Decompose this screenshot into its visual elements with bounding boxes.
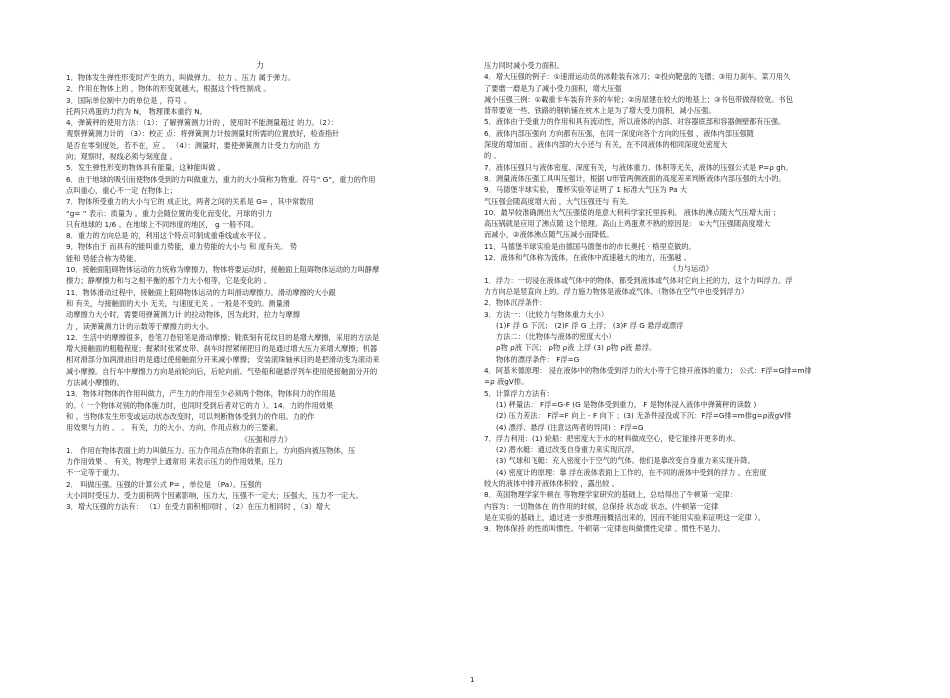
text-line: 动摩擦力大小时，需要用弹簧测力计 的拉动物体，因为此时，拉力与摩擦 — [66, 310, 300, 320]
text-line: 12．生活中的摩擦很多，卷笔刀卷铅笔是滑动摩擦；鞋底刻有花纹目的是增大摩擦，采用的方法是 — [66, 332, 380, 342]
text-line: 5．发生弹性形变的物体具有能量，这种能叫做 。 — [66, 163, 225, 173]
text-line: 3．增大压强的方法有： （1）在受力面积相同时 ，（2）在压力相同时 ，（3）增大 — [66, 502, 331, 512]
text-line: 8．重力的方向总是 的，利用这个特点可制成重垂线或水平仪 。 — [66, 231, 271, 241]
text-line: 10．接触面阻碍物体运动的力统称为摩擦力，物体将要运动时，接触面上阻碍物体运动的力叫静摩 — [66, 265, 380, 275]
text-line: 是否在零刻度处，若不在，应 。 （4）：测量时，要使弹簧测力计受力方向沿 方 — [66, 140, 321, 150]
text-line: 1．浮力：一切浸在液体或气体中的物体，都受到液体或气体对它向上托的力，这个力叫浮力。浮 — [484, 275, 793, 285]
text-line: 相对滑部分加润滑油目的是通过使接触面分开来减小摩擦； 安装滚珠轴承目的是把滑动变为滚动来 — [66, 355, 380, 365]
text-line: 点叫重心，重心不一定 在物体上； — [66, 185, 177, 195]
text-line: (4) 密度计的原理：靠 浮在液体表面上工作的，在不同的液体中受到的浮力 ，在密度 — [496, 467, 767, 477]
text-line: 方法减小摩擦的。 — [66, 378, 124, 388]
text-line: 5．液体由于受重力的作用和具有流动性，所以液体的内部、对容器底部和容器侧壁都有压强。 — [484, 117, 786, 127]
text-line: 观察弹簧测力计的 （3）：校正 点：将弹簧测力计按测量时所需的位置放好，检查指针 — [66, 129, 340, 139]
text-line: 2．物体沉浮条件： — [484, 298, 547, 308]
text-line: (2) 压力差法： F浮=F 向上 - F 向下 ；(3) 无条件浸没或下沉：F浮=G排=m排g=ρ液gV排 — [496, 411, 792, 421]
text-line: 8．英国物理学家牛顿在 等物理学家研究的基础上，总结得出了牛顿第一定律： — [484, 490, 738, 500]
text-line: (3) 气球和飞艇：充入密度小于空气的气体。他们是靠改变自身重力来实现升降。 — [496, 456, 755, 466]
text-line: 用效果与力的 、 、 有关，力的大小、方向、作用点称力的三要素。 — [66, 423, 283, 433]
section-heading: 《力与运动》 — [669, 264, 713, 274]
text-line: =ρ 液gV排。 — [484, 377, 529, 387]
text-line: 背带要宽一些、铁路的钢轨铺在枕木上是为了增大受力面积，减小压强。 — [484, 106, 716, 116]
text-line: (1) 秤量法： F浮=G-F (G 是物体受到重力， F 是物体浸入液体中弹簧秤的读数 ) — [496, 399, 757, 409]
text-line: 气压强会随高度增大而 ，大气压强还与 有关。 — [484, 196, 634, 206]
text-line: (1)F 浮 G 下沉； (2)F 浮 G 上浮； (3)F 浮 G 悬浮或漂浮 — [496, 320, 684, 330]
text-line: 和 。当物体发生形变或运动状态改变时，可以判断物体受到力的作用。力的作 — [66, 411, 315, 421]
text-line: “g= ” 表示：质量为 。重力会随位置的变化而变化，月球的引力 — [66, 208, 273, 218]
text-line: 9．物体保持 的性质叫惯性。牛顿第一定律也叫做惯性定律 。惯性不是力。 — [484, 524, 725, 534]
text-line: 能和 势能合称为势能。 — [66, 253, 141, 263]
text-line: 9．物体由于 而具有的能叫重力势能，重力势能的大小与 和 度有关。 势 — [66, 242, 298, 252]
text-line: 12．液体和气体称为流体，在液体中流速越大的地方，压强越 。 — [484, 253, 691, 263]
text-line: 7．浮力利用：(1) 轮船：把密度大于水的材料做成空心，使它能排开更多的水。 — [484, 433, 741, 443]
text-line: 3．方法一：（比较力与物体重力大小） — [484, 309, 609, 319]
left-column — [66, 72, 466, 513]
text-line: 8．测量液体压强工具叫压强计，根据 U形管两侧液面的高度差来判断液体内部压强的大小的。 — [484, 173, 786, 183]
text-line: 13．物体对物体的作用叫做力，产生力的作用至少必须两个物体，物体间力的作用是 — [66, 389, 336, 399]
text-line: 1．物体发生弹性形变时产生的力，叫做弹力。 拉力 、压力 属于弹力。 — [66, 73, 295, 82]
text-line: 7．液体压强只与液体密度、深度有关，与液体重力、体积等无关，液体的压强公式是 P=ρ gh。 — [484, 162, 793, 172]
text-line: 11．马德堡半球实验是由德国马德堡市的市长奥托 · 格里克做的。 — [484, 241, 696, 251]
text-line: 只有地球的 1/6 。在地球上不同纬度的地区， g 一般不同。 — [66, 219, 259, 229]
text-line: 是在实验的基础上，通过进一步推理而概括出来的，因而不能用实验来证明这一定律 ）。 — [484, 512, 766, 522]
text-line: 9．马德堡半球实验， 覆杯实验等证明了 1 标准大气压为 Pa 大 — [484, 185, 688, 195]
text-line: (4) 漂浮、悬浮 (注意这两者的异同) ：F浮=G — [496, 422, 644, 432]
text-line: 不一定等于重力。 — [66, 468, 124, 478]
text-line: 力作用效果 、 有关，物理学上通常用 来表示压力的作用效果，压力 — [66, 457, 283, 467]
text-line: 力方向总是竖直向上的。浮力施力物体是液体或气体。（物体在空气中也受到浮力） — [484, 286, 749, 296]
text-line: 大小同时受压力、受力面积两个因素影响，压力大，压强不一定大；压强大，压力不一定大。 — [66, 490, 363, 500]
text-line: 而减小，②液体沸点随气压减小而降低。 — [484, 230, 614, 240]
text-line: (2) 潜水艇：通过改变自身重力来实现沉浮。 — [496, 445, 639, 455]
text-line: 增大接触面的粗糙程度；握紧时张紧皮带、刹车时捏紧闸把目的是通过增大压力来增大摩擦；机器 — [66, 344, 378, 354]
text-line: 4．弹簧秤的使用方法：（1）：了解弹簧测力计的 ，使用时不能测量超过 的力。（2）： — [66, 118, 338, 128]
text-line: 2．作用在物体上的 ，物体的形变就越大，根据这个特性制成 。 — [66, 84, 271, 94]
text-line: 11．物体滑动过程中，接触面上阻碍物体运动的力叫滑动摩擦力。滑动摩擦的大小跟 — [66, 287, 336, 297]
text-line: 减小摩擦。自行车中摩擦力方向是前轮向后，后轮向前。气垫船和磁悬浮列车使用使接触面分开的 — [66, 366, 378, 376]
text-line: 高压锅就是应用了沸点随 这个原理。高山上鸡蛋煮不熟的原因是： ①大气压强随高度增大 — [484, 219, 771, 229]
text-line: 了要磨一磨是为了减小受力面积，增大压强 — [484, 83, 622, 93]
text-line: 10．最早较准确测出大气压强值的是意大利科学家托里拆利。 液体的沸点随大气压增大而 ； — [484, 207, 781, 217]
text-line: 4．增大压强的例子：①速滑运动员的冰鞋装有冰刀；②投向靶盘的飞镖；③用力刹车。菜刀用久 — [484, 72, 791, 82]
text-line: 6．由于地球的吸引而使物体受到的力叫做重力，重力的大小简称为物重。符号“ G”，重力的作用 — [66, 174, 376, 184]
text-line: 5．计算浮力方法有： — [484, 388, 554, 398]
text-line: 物体的漂浮条件： F浮=G — [496, 354, 580, 364]
text-line: 3．国际单位制中力的单位是 ，符号 。 — [66, 95, 192, 105]
text-line: 深度的增加而 ，液体内部的大小还与 有关，在不同液体的相同深度处密度大 — [484, 140, 728, 150]
text-line: 1． 作用在物体表面上的力叫做压力。压力作用点在物体的表面上，方向指向被压物体，压 — [66, 445, 356, 455]
text-line: 的 。 — [484, 151, 501, 161]
right-column — [484, 60, 898, 534]
text-line: 4．阿基米德原理： 浸在液体中的物体受到浮力的大小等于它排开液体的重力； 公式：F浮=G排=m排 — [484, 366, 812, 376]
text-line: 较大的液体中排开液体体积较 ，露出较 。 — [484, 478, 619, 488]
left-section-heading: 力 — [256, 61, 264, 70]
text-line: 向；观察时，视线必须与刻度盘 。 — [66, 152, 177, 162]
text-line: 减小压强三例：①載重卡车装有许多的车轮；②房屋建在较大的地基上；③书包带做得较宽。书包 — [484, 94, 793, 104]
text-line: 的。（ 一个物体对别的物体施力时，也同时受到后者对它的力 ）。14．力的作用效果 — [66, 400, 334, 410]
text-line: 擦力；静摩擦力和与之相平衡的那个力大小相等，它是变化的 。 — [66, 276, 271, 286]
text-line: 方法二：（比物体与液体的密度大小） — [496, 332, 616, 342]
text-line: 内容为：一切物体在 的作用的时候，总保持 状态或 状态。(牛顿第一定律 — [484, 501, 719, 511]
text-line: 压力同时减小受力面积。 — [484, 61, 564, 70]
page-number: 1 — [470, 676, 475, 684]
text-line: ρ物 ρ液 下沉； ρ物 ρ液 上浮 (3) ρ物 ρ液 悬浮。 — [496, 343, 657, 353]
section-heading: 《压强和浮力》 — [240, 434, 292, 444]
text-line: 7．物体所受重力的大小与它的 成正比，两者之间的关系是 G= ，其中常数用 — [66, 197, 314, 207]
text-line: 和 有关，与接触面的大小 无关，与速度无关 。一般是不变的。测量滑 — [66, 298, 291, 308]
text-line: 力 ，读弹簧测力计的示数等于摩擦力的大小。 — [66, 321, 214, 331]
text-line: 2． 叫做压强。压强的计算公式 P= ，单位是 （Pa）。压强的 — [66, 479, 262, 489]
text-line: 托两只鸡蛋的力约为 N， 物理课本重约 N。 — [66, 106, 207, 116]
text-line: 6．液体内部压强向 方向都有压强，在同一深度向各个方向的压强 ，液体内部压强随 — [484, 128, 754, 138]
